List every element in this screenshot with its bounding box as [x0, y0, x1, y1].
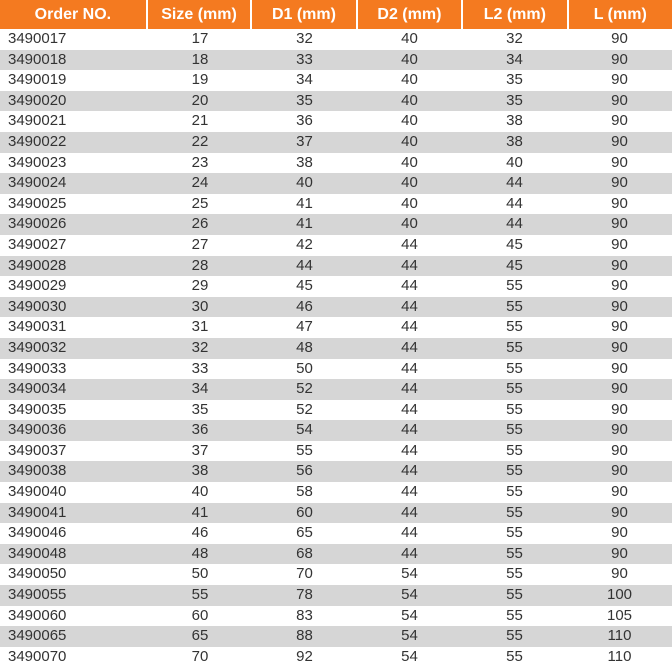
- cell-size: 22: [191, 132, 209, 150]
- cell-d1: 36: [296, 112, 313, 130]
- table-row: [0, 544, 672, 565]
- cell-l2: 55: [506, 421, 523, 439]
- cell-l: 90: [611, 194, 628, 212]
- table-row: [0, 585, 672, 606]
- cell-d2: 44: [401, 297, 418, 315]
- cell-d1: 68: [296, 544, 313, 562]
- cell-size: 31: [191, 318, 209, 336]
- cell-size: 23: [191, 153, 209, 171]
- cell-d1: 65: [296, 524, 313, 542]
- cell-d1: 54: [296, 421, 313, 439]
- cell-d2: 44: [401, 483, 418, 501]
- cell-d2: 44: [401, 462, 418, 480]
- table-row: [0, 647, 672, 668]
- cell-l: 90: [611, 338, 628, 356]
- cell-order-no: 3490034: [8, 380, 67, 398]
- cell-order-no: 3490030: [8, 297, 67, 315]
- cell-l2: 55: [506, 544, 523, 562]
- cell-order-no: 3490041: [8, 503, 67, 521]
- cell-d1: 52: [296, 380, 313, 398]
- table-row: [0, 564, 672, 585]
- table-row: [0, 256, 672, 277]
- cell-l: 90: [611, 503, 628, 521]
- cell-l2: 34: [506, 50, 523, 68]
- cell-d1: 47: [296, 318, 313, 336]
- cell-d2: 40: [401, 71, 418, 89]
- cell-size: 21: [191, 112, 209, 130]
- cell-d2: 54: [401, 606, 418, 624]
- table-row: [0, 626, 672, 647]
- cell-l2: 32: [506, 30, 523, 47]
- cell-d1: 45: [296, 277, 313, 295]
- cell-d2: 40: [401, 153, 418, 171]
- table-row: [0, 441, 672, 462]
- cell-d2: 40: [401, 30, 418, 47]
- cell-size: 46: [191, 524, 209, 542]
- cell-d2: 44: [401, 544, 418, 562]
- cell-size: 18: [191, 50, 209, 68]
- table-row: [0, 29, 672, 50]
- table-row: [0, 606, 672, 627]
- cell-l: 90: [611, 256, 628, 274]
- cell-d1: 41: [296, 194, 313, 212]
- cell-order-no: 3490037: [8, 441, 67, 459]
- cell-d1: 37: [296, 132, 313, 150]
- cell-size: 48: [191, 544, 209, 562]
- cell-d1: 88: [296, 627, 313, 645]
- cell-l: 90: [611, 112, 628, 130]
- cell-l2: 38: [506, 132, 523, 150]
- cell-order-no: 3490021: [8, 112, 67, 130]
- cell-order-no: 3490019: [8, 71, 67, 89]
- cell-l2: 38: [506, 112, 523, 130]
- cell-l2: 55: [506, 380, 523, 398]
- cell-d1: 32: [296, 30, 313, 47]
- header-order-no: Order NO.: [0, 0, 146, 29]
- table-row: [0, 297, 672, 318]
- cell-l: 90: [611, 50, 628, 68]
- cell-d2: 40: [401, 215, 418, 233]
- cell-d2: 44: [401, 441, 418, 459]
- cell-l: 90: [611, 380, 628, 398]
- cell-d2: 40: [401, 112, 418, 130]
- cell-l: 90: [611, 132, 628, 150]
- cell-order-no: 3490032: [8, 338, 67, 356]
- cell-d1: 46: [296, 297, 313, 315]
- cell-l2: 55: [506, 627, 523, 645]
- cell-size: 17: [191, 30, 209, 47]
- cell-l2: 55: [506, 483, 523, 501]
- cell-l: 90: [611, 174, 628, 192]
- table-row: [0, 235, 672, 256]
- cell-d2: 54: [401, 647, 418, 665]
- cell-d2: 54: [401, 627, 418, 645]
- cell-order-no: 3490046: [8, 524, 67, 542]
- cell-l: 90: [611, 215, 628, 233]
- cell-order-no: 3490020: [8, 91, 67, 109]
- cell-l: 90: [611, 153, 628, 171]
- table-row: [0, 132, 672, 153]
- cell-size: 29: [191, 277, 209, 295]
- cell-order-no: 3490033: [8, 359, 67, 377]
- cell-l: 90: [611, 91, 628, 109]
- cell-l2: 55: [506, 524, 523, 542]
- cell-d1: 33: [296, 50, 313, 68]
- cell-d2: 44: [401, 400, 418, 418]
- table-row: [0, 338, 672, 359]
- header-d2: D2 (mm): [358, 0, 461, 29]
- cell-d1: 34: [296, 71, 313, 89]
- cell-d2: 44: [401, 318, 418, 336]
- cell-l2: 55: [506, 606, 523, 624]
- table-row: [0, 317, 672, 338]
- cell-size: 20: [191, 91, 209, 109]
- cell-size: 30: [191, 297, 209, 315]
- cell-d1: 70: [296, 565, 313, 583]
- cell-l: 90: [611, 235, 628, 253]
- cell-d2: 44: [401, 359, 418, 377]
- cell-l: 105: [606, 606, 633, 624]
- table-row: [0, 420, 672, 441]
- cell-l2: 55: [506, 503, 523, 521]
- cell-l2: 55: [506, 586, 523, 604]
- table-body: [0, 29, 672, 672]
- header-d1: D1 (mm): [252, 0, 355, 29]
- cell-d2: 44: [401, 524, 418, 542]
- cell-order-no: 3490036: [8, 421, 67, 439]
- cell-order-no: 3490065: [8, 627, 67, 645]
- cell-order-no: 3490025: [8, 194, 67, 212]
- cell-d1: 35: [296, 91, 313, 109]
- cell-l2: 45: [506, 256, 523, 274]
- cell-l2: 55: [506, 338, 523, 356]
- table-header: [0, 0, 672, 29]
- cell-d2: 44: [401, 256, 418, 274]
- cell-order-no: 3490023: [8, 153, 67, 171]
- cell-d2: 54: [401, 586, 418, 604]
- cell-l: 90: [611, 441, 628, 459]
- cell-l2: 35: [506, 91, 523, 109]
- cell-order-no: 3490028: [8, 256, 67, 274]
- table-row: [0, 194, 672, 215]
- header-size: Size (mm): [148, 0, 250, 29]
- table-row: [0, 379, 672, 400]
- cell-l2: 55: [506, 400, 523, 418]
- cell-size: 35: [191, 400, 209, 418]
- cell-l2: 45: [506, 235, 523, 253]
- cell-size: 55: [191, 586, 209, 604]
- cell-size: 36: [191, 421, 209, 439]
- cell-order-no: 3490050: [8, 565, 67, 583]
- cell-size: 37: [191, 441, 209, 459]
- cell-d2: 54: [401, 565, 418, 583]
- cell-order-no: 3490026: [8, 215, 67, 233]
- table-row: [0, 70, 672, 91]
- cell-order-no: 3490018: [8, 50, 67, 68]
- cell-size: 33: [191, 359, 209, 377]
- cell-d2: 44: [401, 421, 418, 439]
- table-row: [0, 276, 672, 297]
- table-row: [0, 400, 672, 421]
- cell-size: 32: [191, 338, 209, 356]
- cell-l2: 44: [506, 174, 523, 192]
- cell-d1: 50: [296, 359, 313, 377]
- cell-d2: 44: [401, 380, 418, 398]
- cell-d1: 48: [296, 338, 313, 356]
- cell-l2: 55: [506, 462, 523, 480]
- cell-order-no: 3490029: [8, 277, 67, 295]
- cell-l2: 55: [506, 359, 523, 377]
- cell-order-no: 3490038: [8, 462, 67, 480]
- cell-d1: 38: [296, 153, 313, 171]
- cell-d2: 44: [401, 338, 418, 356]
- cell-d2: 40: [401, 132, 418, 150]
- cell-size: 41: [191, 503, 209, 521]
- table-row: [0, 523, 672, 544]
- cell-size: 38: [191, 462, 209, 480]
- cell-l: 90: [611, 462, 628, 480]
- cell-l2: 55: [506, 318, 523, 336]
- cell-l: 100: [606, 586, 633, 604]
- cell-order-no: 3490040: [8, 483, 67, 501]
- cell-l: 110: [607, 647, 632, 665]
- cell-l: 90: [611, 400, 628, 418]
- cell-l: 90: [611, 421, 628, 439]
- cell-order-no: 3490055: [8, 586, 67, 604]
- cell-order-no: 3490060: [8, 606, 67, 624]
- cell-d1: 40: [296, 174, 313, 192]
- table-row: [0, 503, 672, 524]
- cell-size: 34: [191, 380, 209, 398]
- cell-d1: 83: [296, 606, 313, 624]
- cell-size: 28: [191, 256, 209, 274]
- cell-l2: 55: [506, 297, 523, 315]
- cell-d1: 42: [296, 235, 313, 253]
- cell-size: 24: [191, 174, 209, 192]
- cell-l2: 35: [506, 71, 523, 89]
- cell-l2: 55: [506, 647, 523, 665]
- cell-d1: 44: [296, 256, 313, 274]
- table-row: [0, 359, 672, 380]
- cell-d1: 52: [296, 400, 313, 418]
- cell-order-no: 3490022: [8, 132, 67, 150]
- cell-l: 90: [611, 71, 628, 89]
- cell-d1: 92: [296, 647, 313, 665]
- table-row: [0, 461, 672, 482]
- header-l2: L2 (mm): [463, 0, 566, 29]
- cell-l: 90: [611, 359, 628, 377]
- table-row: [0, 50, 672, 71]
- cell-size: 65: [191, 627, 209, 645]
- cell-l2: 55: [506, 565, 523, 583]
- cell-size: 25: [191, 194, 209, 212]
- cell-l2: 55: [506, 277, 523, 295]
- cell-d2: 40: [401, 50, 418, 68]
- header-l: L (mm): [569, 0, 672, 29]
- table-row: [0, 111, 672, 132]
- cell-d2: 40: [401, 194, 418, 212]
- cell-l: 90: [611, 277, 628, 295]
- cell-l2: 44: [506, 215, 523, 233]
- cell-size: 40: [191, 483, 209, 501]
- table-row: [0, 214, 672, 235]
- cell-l2: 44: [506, 194, 523, 212]
- cell-order-no: 3490024: [8, 174, 67, 192]
- cell-l: 90: [611, 483, 628, 501]
- cell-d1: 60: [296, 503, 313, 521]
- cell-order-no: 3490031: [8, 318, 67, 336]
- cell-size: 27: [191, 235, 209, 253]
- cell-size: 50: [191, 565, 209, 583]
- table-row: [0, 153, 672, 174]
- table-row: [0, 482, 672, 503]
- cell-size: 19: [191, 71, 209, 89]
- cell-size: 26: [191, 215, 209, 233]
- cell-l: 90: [611, 544, 628, 562]
- cell-d2: 44: [401, 503, 418, 521]
- cell-size: 60: [191, 606, 209, 624]
- table-row: [0, 173, 672, 194]
- cell-l: 90: [611, 297, 628, 315]
- cell-l: 90: [611, 565, 628, 583]
- cell-d2: 40: [401, 174, 418, 192]
- cell-l: 90: [611, 524, 628, 542]
- cell-d2: 44: [401, 235, 418, 253]
- cell-l: 90: [611, 318, 628, 336]
- cell-d2: 40: [401, 91, 418, 109]
- cell-d1: 41: [296, 215, 313, 233]
- cell-order-no: 3490027: [8, 235, 67, 253]
- cell-d2: 44: [401, 277, 418, 295]
- cell-l2: 55: [506, 441, 523, 459]
- cell-d1: 55: [296, 441, 313, 459]
- cell-order-no: 3490070: [8, 647, 67, 665]
- cell-l: 110: [607, 627, 632, 645]
- cell-l: 90: [611, 30, 628, 47]
- cell-order-no: 3490048: [8, 544, 67, 562]
- cell-d1: 78: [296, 586, 313, 604]
- cell-order-no: 3490017: [8, 30, 67, 47]
- cell-size: 70: [191, 647, 209, 665]
- cell-l2: 40: [506, 153, 523, 171]
- table-row: [0, 91, 672, 112]
- cell-d1: 56: [296, 462, 313, 480]
- cell-d1: 58: [296, 483, 313, 501]
- cell-order-no: 3490035: [8, 400, 67, 418]
